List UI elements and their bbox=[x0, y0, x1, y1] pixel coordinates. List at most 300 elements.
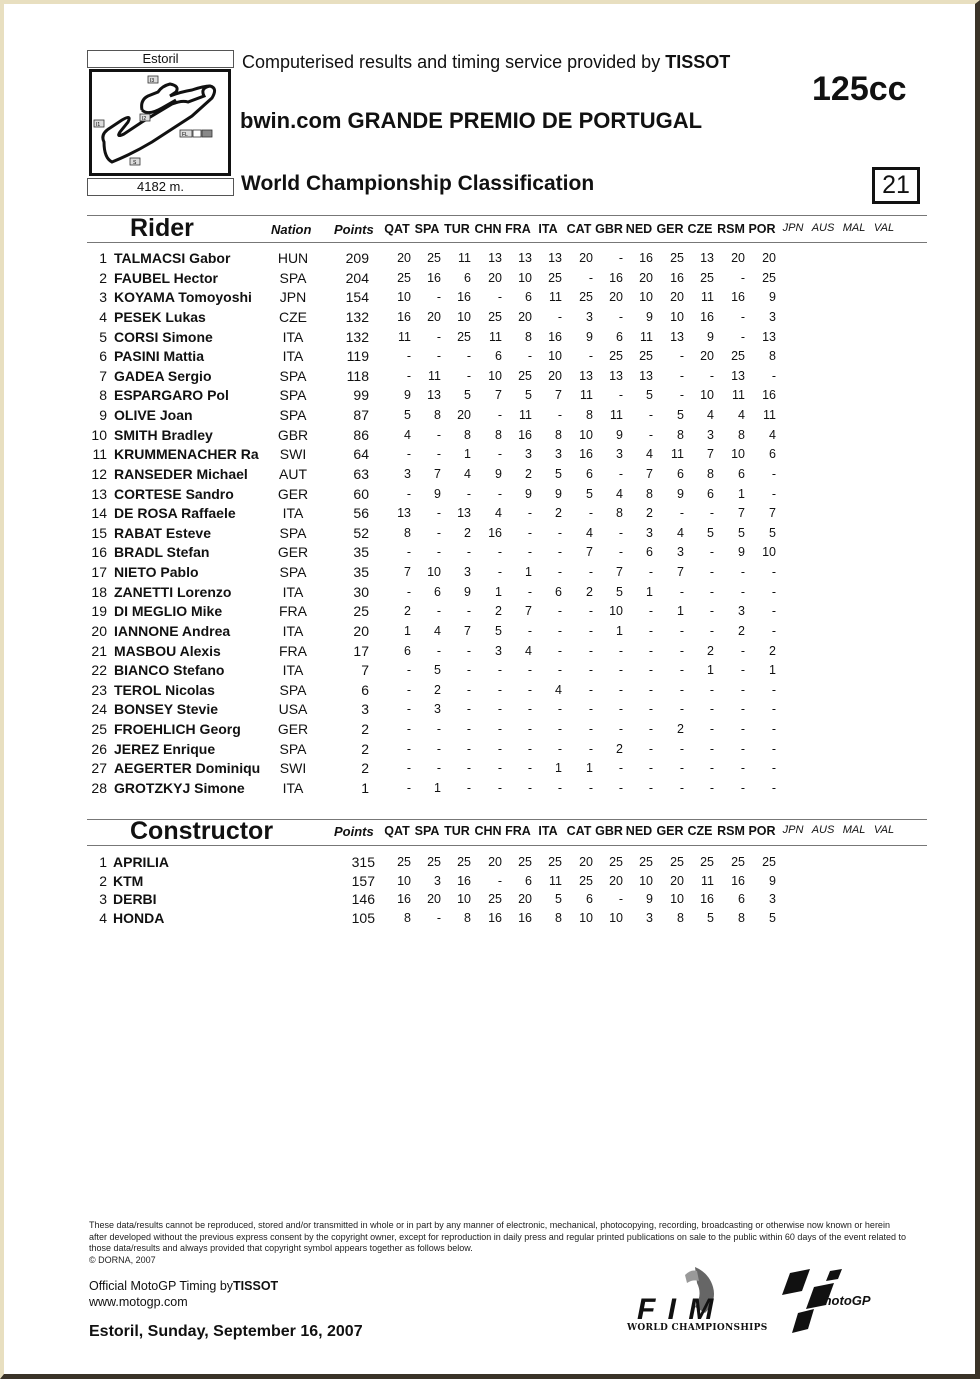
race-result: 1 bbox=[646, 584, 653, 599]
race-result: - bbox=[466, 741, 471, 756]
race-result: - bbox=[497, 761, 502, 776]
race-result: - bbox=[648, 408, 653, 423]
rider-position: 1 bbox=[99, 250, 107, 266]
race-result: 6 bbox=[404, 643, 411, 658]
race-result: 3 bbox=[646, 911, 653, 926]
race-result: - bbox=[557, 623, 562, 638]
race-result: - bbox=[648, 604, 653, 619]
race-result: 1 bbox=[586, 761, 593, 776]
race-result: - bbox=[497, 486, 502, 501]
race-result: - bbox=[648, 722, 653, 737]
race-result: 6 bbox=[646, 545, 653, 560]
race-result: - bbox=[648, 565, 653, 580]
race-result: 9 bbox=[495, 466, 502, 481]
race-result: 9 bbox=[555, 486, 562, 501]
rider-name: AEGERTER Dominiqu bbox=[114, 760, 261, 777]
rider-col-chn: CHN bbox=[474, 222, 502, 236]
race-result: 25 bbox=[731, 855, 745, 869]
race-result: 25 bbox=[548, 855, 562, 869]
rider-col-qat: QAT bbox=[384, 222, 410, 236]
race-result: 1 bbox=[434, 781, 441, 795]
race-result: 7 bbox=[738, 506, 745, 521]
race-result: - bbox=[557, 741, 562, 756]
track-map bbox=[89, 69, 231, 176]
constructor-col-jpn: JPN bbox=[782, 824, 804, 836]
race-result: 9 bbox=[769, 290, 776, 305]
race-result: 2 bbox=[434, 682, 441, 697]
race-result: 8 bbox=[404, 525, 411, 540]
map-label-fl: FL bbox=[182, 132, 188, 138]
race-result: - bbox=[588, 722, 593, 737]
rider-points: 60 bbox=[353, 485, 369, 502]
race-result: 10 bbox=[518, 270, 532, 285]
rider-section-title: Rider bbox=[130, 214, 194, 242]
rider-name: ESPARGARO Pol bbox=[114, 387, 229, 404]
map-label-i2: I2 bbox=[142, 116, 147, 122]
race-result: 13 bbox=[609, 368, 623, 383]
race-result: - bbox=[618, 525, 623, 540]
constructor-col-tur: TUR bbox=[444, 824, 470, 838]
rider-col-ned: NED bbox=[625, 222, 653, 236]
race-result: 3 bbox=[769, 309, 776, 324]
rider-points: 118 bbox=[346, 367, 369, 384]
race-result: 1 bbox=[555, 761, 562, 776]
race-result: 5 bbox=[434, 663, 441, 678]
nation-header: Nation bbox=[271, 222, 312, 237]
race-result: 2 bbox=[525, 466, 532, 481]
rider-name: PASINI Mattia bbox=[114, 348, 204, 365]
constructor-points-header: Points bbox=[334, 824, 374, 839]
rider-name: BRADL Stefan bbox=[114, 544, 210, 561]
race-result: 11 bbox=[549, 873, 562, 888]
race-result: 4 bbox=[464, 466, 471, 481]
fim-logo-text: F I M bbox=[637, 1293, 716, 1323]
race-result: - bbox=[618, 702, 623, 717]
race-result: 8 bbox=[464, 911, 471, 926]
classification-title: World Championship Classification bbox=[241, 172, 595, 195]
rider-name: KRUMMENACHER Ra bbox=[114, 446, 259, 463]
race-result: 3 bbox=[769, 892, 776, 907]
race-result: 5 bbox=[404, 408, 411, 423]
race-result: - bbox=[588, 623, 593, 638]
rider-row bbox=[0, 309, 980, 328]
race-result: 7 bbox=[464, 623, 471, 638]
race-result: 11 bbox=[519, 408, 532, 423]
race-result: - bbox=[618, 388, 623, 403]
race-result: - bbox=[709, 682, 714, 697]
rider-col-ita: ITA bbox=[538, 222, 558, 236]
race-result: - bbox=[557, 565, 562, 580]
constructor-points: 105 bbox=[351, 910, 375, 927]
constructor-col-ger: GER bbox=[656, 824, 684, 838]
race-result: - bbox=[527, 722, 532, 737]
race-result: 3 bbox=[464, 565, 471, 580]
race-result: - bbox=[740, 270, 745, 285]
race-result: 10 bbox=[397, 290, 411, 305]
constructor-col-qat: QAT bbox=[384, 824, 410, 838]
race-result: - bbox=[648, 663, 653, 678]
race-result: - bbox=[740, 329, 745, 344]
rider-position: 21 bbox=[91, 642, 107, 659]
race-result: 3 bbox=[677, 545, 684, 560]
rider-position: 9 bbox=[99, 407, 107, 424]
rider-name: MASBOU Alexis bbox=[114, 642, 221, 659]
motogp-logo-text: motoGP bbox=[820, 1293, 871, 1308]
race-result: 3 bbox=[738, 604, 745, 619]
race-result: 8 bbox=[769, 349, 776, 364]
constructor-section-title: Constructor bbox=[130, 817, 274, 845]
race-result: 5 bbox=[707, 911, 714, 926]
rider-name: TALMACSI Gabor bbox=[114, 250, 231, 266]
race-result: 25 bbox=[488, 892, 502, 907]
race-result: - bbox=[436, 545, 441, 560]
race-result: - bbox=[709, 604, 714, 619]
race-result: - bbox=[436, 427, 441, 442]
rider-col-aus: AUS bbox=[811, 222, 835, 234]
race-result: 25 bbox=[548, 270, 562, 285]
race-result: 5 bbox=[769, 911, 776, 926]
rider-name: FAUBEL Hector bbox=[114, 269, 218, 286]
constructor-col-por: POR bbox=[748, 824, 776, 838]
race-result: 5 bbox=[555, 892, 562, 907]
race-result: 10 bbox=[731, 447, 745, 462]
race-result: 25 bbox=[670, 251, 684, 265]
race-result: 25 bbox=[609, 349, 623, 364]
race-result: - bbox=[436, 604, 441, 619]
race-result: 6 bbox=[738, 466, 745, 481]
race-result: - bbox=[497, 663, 502, 678]
checkered-flag-icon bbox=[193, 130, 201, 137]
rider-nation: FRA bbox=[279, 603, 307, 620]
race-result: 7 bbox=[434, 466, 441, 481]
race-result: 16 bbox=[731, 290, 745, 305]
rider-row bbox=[0, 741, 980, 760]
rider-position: 3 bbox=[99, 289, 107, 306]
race-result: 8 bbox=[495, 427, 502, 442]
race-result: - bbox=[406, 486, 411, 501]
race-result: - bbox=[497, 565, 502, 580]
rider-col-ger: GER bbox=[656, 222, 684, 236]
rider-position: 19 bbox=[91, 603, 107, 620]
race-result: 16 bbox=[762, 388, 776, 403]
official-timing-brand: TISSOT bbox=[233, 1279, 279, 1293]
race-result: - bbox=[497, 408, 502, 423]
fim-logo bbox=[625, 1265, 768, 1340]
rider-row bbox=[0, 564, 980, 583]
race-result: 25 bbox=[457, 855, 471, 869]
rider-position: 6 bbox=[99, 348, 107, 365]
race-result: 10 bbox=[700, 388, 714, 403]
rider-position: 26 bbox=[91, 740, 107, 757]
rider-position: 16 bbox=[91, 544, 107, 561]
race-result: - bbox=[557, 702, 562, 717]
race-result: - bbox=[709, 545, 714, 560]
race-result: 11 bbox=[701, 290, 714, 305]
race-result: 8 bbox=[404, 911, 411, 926]
race-result: - bbox=[588, 349, 593, 364]
rider-row bbox=[0, 662, 980, 681]
race-result: 7 bbox=[616, 565, 623, 580]
rider-row bbox=[0, 701, 980, 720]
race-result: - bbox=[679, 623, 684, 638]
race-result: - bbox=[648, 643, 653, 658]
rider-row bbox=[0, 387, 980, 406]
race-result: - bbox=[436, 741, 441, 756]
rider-nation: GER bbox=[277, 544, 309, 561]
race-result: - bbox=[618, 761, 623, 776]
race-result: 6 bbox=[434, 584, 441, 599]
race-result: - bbox=[618, 722, 623, 737]
points-header: Points bbox=[334, 222, 374, 237]
race-result: - bbox=[527, 584, 532, 599]
race-result: 3 bbox=[434, 873, 441, 888]
fim-emblem-icon bbox=[625, 1265, 755, 1323]
race-result: - bbox=[497, 741, 502, 756]
race-result: 11 bbox=[671, 447, 684, 462]
race-result: - bbox=[527, 525, 532, 540]
race-result: 10 bbox=[457, 309, 471, 324]
race-result: 7 bbox=[525, 604, 532, 619]
rider-name: RABAT Esteve bbox=[114, 524, 211, 541]
rider-points: 35 bbox=[353, 564, 369, 581]
race-result: 11 bbox=[398, 329, 411, 344]
race-result: 3 bbox=[404, 466, 411, 481]
race-result: - bbox=[557, 309, 562, 324]
rider-points: 52 bbox=[353, 524, 369, 541]
race-result: 9 bbox=[646, 309, 653, 324]
race-result: 8 bbox=[677, 911, 684, 926]
race-result: - bbox=[618, 682, 623, 697]
race-result: 6 bbox=[616, 329, 623, 344]
race-result: 7 bbox=[769, 506, 776, 521]
race-result: 13 bbox=[427, 388, 441, 403]
race-result: 25 bbox=[518, 855, 532, 869]
rider-nation: SPA bbox=[279, 269, 307, 286]
rider-nation: SPA bbox=[279, 740, 307, 757]
rider-row bbox=[0, 544, 980, 563]
race-result: - bbox=[527, 663, 532, 678]
race-result: 6 bbox=[555, 584, 562, 599]
race-result: - bbox=[466, 604, 471, 619]
race-result: 8 bbox=[738, 911, 745, 926]
rider-position: 8 bbox=[99, 387, 107, 404]
race-result: 10 bbox=[427, 565, 441, 580]
race-result: - bbox=[527, 623, 532, 638]
race-result: - bbox=[648, 702, 653, 717]
rider-nation: SWI bbox=[279, 446, 307, 463]
race-result: 5 bbox=[555, 466, 562, 481]
race-result: - bbox=[618, 309, 623, 324]
race-result: 20 bbox=[548, 368, 562, 383]
race-result: 9 bbox=[646, 892, 653, 907]
race-result: 9 bbox=[616, 427, 623, 442]
race-result: 20 bbox=[609, 290, 623, 305]
race-result: 4 bbox=[555, 682, 562, 697]
race-result: 20 bbox=[670, 290, 684, 305]
race-result: 6 bbox=[738, 892, 745, 907]
race-result: - bbox=[557, 722, 562, 737]
race-result: 20 bbox=[579, 251, 593, 265]
race-result: 25 bbox=[639, 855, 653, 869]
race-result: 4 bbox=[404, 427, 411, 442]
race-result: 6 bbox=[769, 447, 776, 462]
race-result: 11 bbox=[640, 329, 653, 344]
rider-name: GROTZKYJ Simone bbox=[114, 780, 245, 796]
race-result: 8 bbox=[525, 329, 532, 344]
divider bbox=[87, 845, 927, 846]
circuit-map-icon bbox=[92, 72, 228, 173]
race-result: 7 bbox=[677, 565, 684, 580]
rider-row bbox=[0, 505, 980, 524]
constructor-col-rsm: RSM bbox=[717, 824, 745, 838]
rider-points: 132 bbox=[345, 308, 369, 325]
rider-row bbox=[0, 329, 980, 348]
race-result: 20 bbox=[700, 349, 714, 364]
race-result: 25 bbox=[700, 855, 714, 869]
race-result: - bbox=[709, 623, 714, 638]
race-result: 8 bbox=[464, 427, 471, 442]
race-result: 4 bbox=[707, 408, 714, 423]
race-result: 25 bbox=[670, 855, 684, 869]
race-result: 2 bbox=[677, 722, 684, 737]
race-result: - bbox=[497, 722, 502, 737]
race-result: 2 bbox=[555, 506, 562, 521]
race-result: - bbox=[466, 643, 471, 658]
rider-nation: ITA bbox=[282, 348, 304, 365]
race-result: 7 bbox=[555, 388, 562, 403]
race-result: - bbox=[557, 545, 562, 560]
race-result: - bbox=[497, 447, 502, 462]
rider-name: FROEHLICH Georg bbox=[114, 721, 241, 738]
rider-points: 209 bbox=[345, 250, 369, 266]
race-result: 16 bbox=[427, 270, 441, 285]
rider-nation: GER bbox=[277, 721, 309, 738]
race-result: 7 bbox=[586, 545, 593, 560]
race-result: 7 bbox=[707, 447, 714, 462]
rider-nation: SPA bbox=[279, 524, 307, 541]
rider-name: ZANETTI Lorenzo bbox=[114, 583, 232, 600]
rider-points: 87 bbox=[353, 407, 369, 424]
race-result: 6 bbox=[525, 873, 532, 888]
race-result: 10 bbox=[670, 309, 684, 324]
rider-name: TEROL Nicolas bbox=[114, 681, 215, 698]
race-result: 2 bbox=[769, 643, 776, 658]
race-result: - bbox=[771, 604, 776, 619]
race-result: - bbox=[740, 663, 745, 678]
rider-points: 56 bbox=[353, 505, 369, 522]
race-result: 16 bbox=[397, 892, 411, 907]
race-result: - bbox=[406, 584, 411, 599]
race-result: 1 bbox=[404, 623, 411, 638]
race-result: 2 bbox=[616, 741, 623, 756]
race-result: 7 bbox=[646, 466, 653, 481]
race-result: 8 bbox=[555, 427, 562, 442]
rider-points: 2 bbox=[361, 740, 369, 757]
race-result: - bbox=[436, 506, 441, 521]
race-result: 1 bbox=[525, 565, 532, 580]
race-result: 16 bbox=[700, 309, 714, 324]
rider-name: DE ROSA Raffaele bbox=[114, 505, 236, 522]
race-result: 1 bbox=[495, 584, 502, 599]
race-result: - bbox=[527, 506, 532, 521]
race-result: 25 bbox=[397, 855, 411, 869]
race-result: 16 bbox=[609, 270, 623, 285]
race-result: - bbox=[497, 781, 502, 795]
rider-position: 11 bbox=[92, 446, 107, 463]
constructor-row bbox=[0, 873, 980, 891]
rider-name: IANNONE Andrea bbox=[114, 622, 231, 639]
race-result: - bbox=[771, 466, 776, 481]
race-result: 10 bbox=[579, 911, 593, 926]
race-result: 25 bbox=[427, 251, 441, 265]
race-result: 16 bbox=[518, 911, 532, 926]
rider-nation: ITA bbox=[282, 780, 304, 796]
race-result: 4 bbox=[677, 525, 684, 540]
rider-row bbox=[0, 486, 980, 505]
race-result: - bbox=[406, 722, 411, 737]
race-result: 8 bbox=[707, 466, 714, 481]
race-result: 25 bbox=[762, 270, 776, 285]
constructor-col-spa: SPA bbox=[414, 824, 440, 838]
rider-points: 7 bbox=[361, 662, 369, 679]
rider-position: 27 bbox=[91, 760, 107, 777]
race-result: - bbox=[406, 447, 411, 462]
race-result: 3 bbox=[646, 525, 653, 540]
race-result: 20 bbox=[670, 873, 684, 888]
race-result: 4 bbox=[616, 486, 623, 501]
constructor-position: 1 bbox=[99, 854, 107, 870]
rider-nation: CZE bbox=[279, 308, 307, 325]
rider-points: 25 bbox=[353, 603, 369, 620]
rider-position: 7 bbox=[99, 367, 107, 384]
race-result: - bbox=[679, 741, 684, 756]
constructor-row bbox=[0, 910, 980, 928]
race-result: - bbox=[709, 781, 714, 795]
race-result: 25 bbox=[579, 873, 593, 888]
race-result: - bbox=[771, 702, 776, 717]
race-result: - bbox=[740, 682, 745, 697]
website-link[interactable]: www.motogp.com bbox=[89, 1295, 188, 1309]
rider-nation: ITA bbox=[282, 583, 304, 600]
constructor-position: 3 bbox=[99, 891, 107, 908]
race-result: 5 bbox=[646, 388, 653, 403]
race-result: 3 bbox=[495, 643, 502, 658]
race-result: 10 bbox=[639, 290, 653, 305]
constructor-name: APRILIA bbox=[113, 854, 169, 870]
race-result: 20 bbox=[397, 251, 411, 265]
race-result: - bbox=[618, 545, 623, 560]
race-result: - bbox=[436, 329, 441, 344]
race-result: 13 bbox=[700, 251, 714, 265]
race-result: - bbox=[679, 682, 684, 697]
race-result: - bbox=[771, 623, 776, 638]
race-result: - bbox=[648, 623, 653, 638]
race-result: - bbox=[679, 702, 684, 717]
race-result: - bbox=[466, 781, 471, 795]
race-result: - bbox=[436, 761, 441, 776]
map-label-i1: I1 bbox=[96, 122, 101, 128]
race-result: 16 bbox=[457, 873, 471, 888]
race-result: 1 bbox=[707, 663, 714, 678]
race-result: - bbox=[679, 506, 684, 521]
race-result: - bbox=[740, 643, 745, 658]
disclaimer bbox=[89, 1220, 909, 1266]
race-result: - bbox=[709, 702, 714, 717]
official-timing bbox=[89, 1279, 278, 1293]
race-result: 6 bbox=[586, 466, 593, 481]
race-result: - bbox=[709, 565, 714, 580]
constructor-position: 4 bbox=[99, 910, 107, 927]
